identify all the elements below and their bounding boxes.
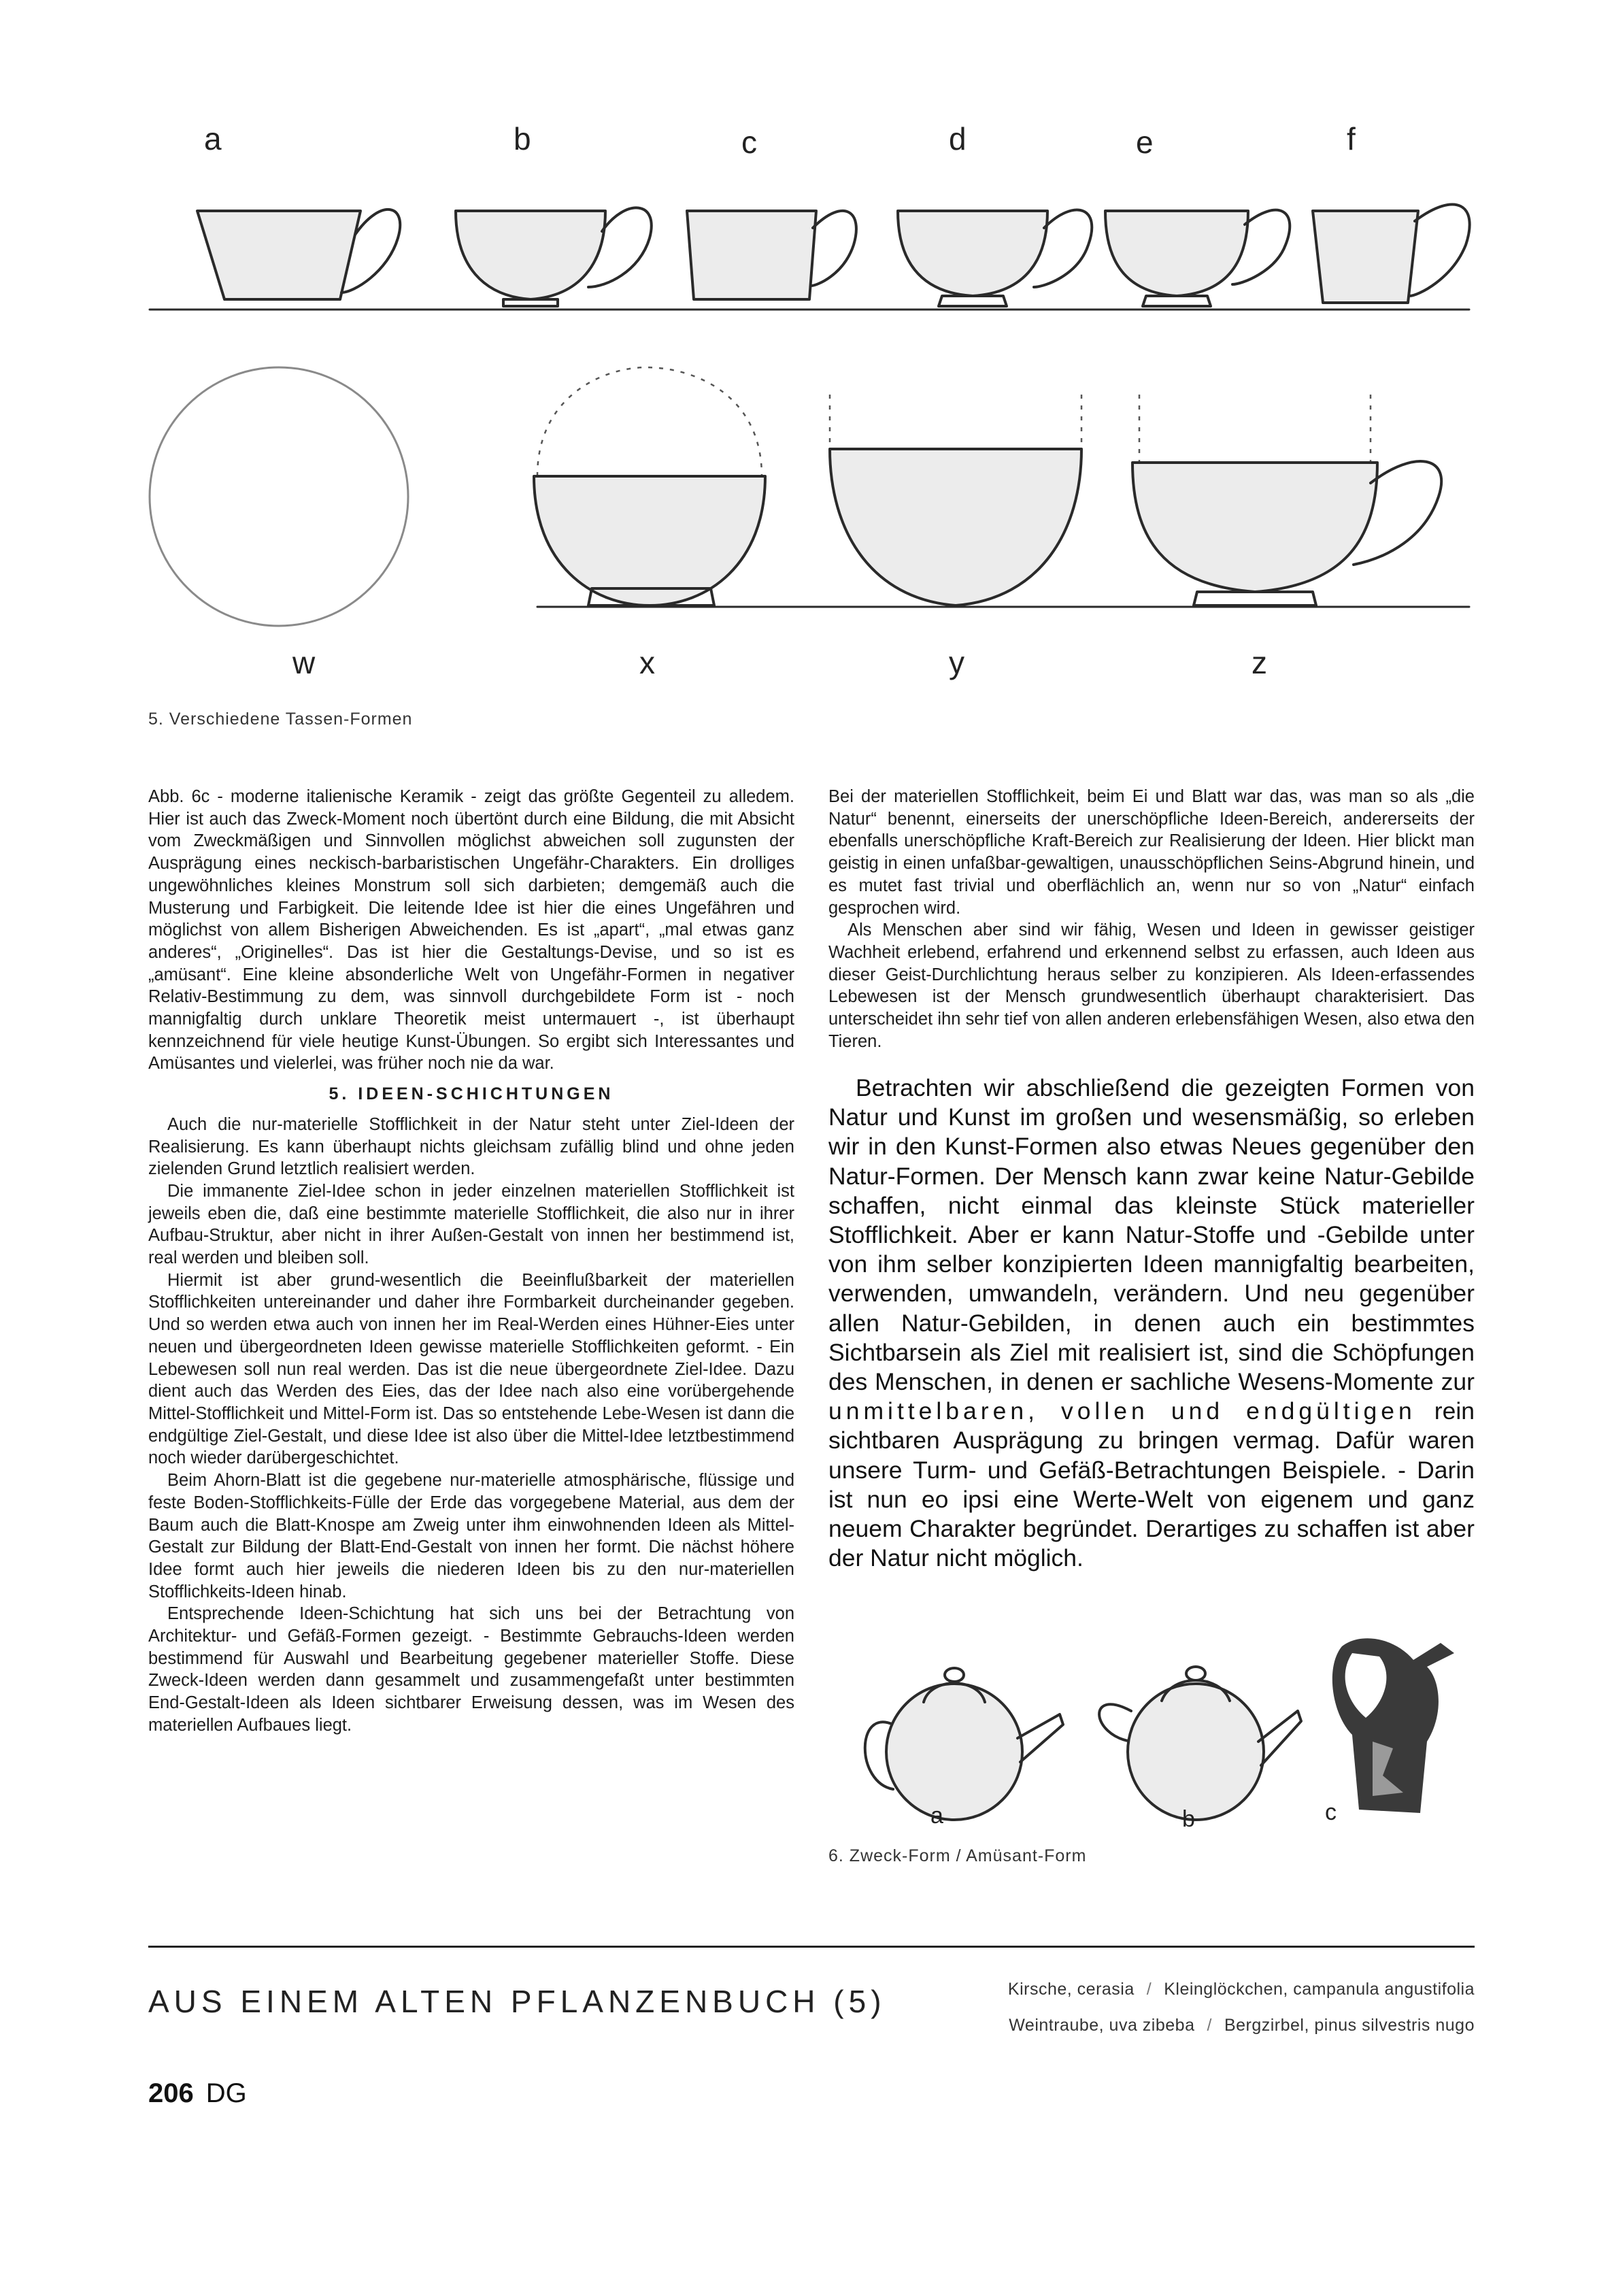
cup-label-c: c — [741, 124, 757, 160]
teapot-label-c: c — [1325, 1799, 1337, 1825]
plant-name: Kleinglöckchen, campanula angustifolia — [1164, 1980, 1475, 1999]
cup-d-drawing — [898, 210, 1092, 306]
paragraph: Beim Ahorn-Blatt ist die gegebene nur-materielle atmosphärische, flüssige und feste Boden-Stofflichkeits-Fülle der Erde das vorgegebene Material, aus dem der Baum auch die Blatt-Knospe am Zweig unter ihm einwohnenden Ideen als Mittel-Gestalt zur Bildung der Blatt-End-Gestalt von innen her formt. Die nächst höhere Idee formt auch hier jeweils die niederen Ideen bis zu den nur-materiellen Stofflichkeits-Ideen hinab. — [148, 1471, 794, 1601]
shape-w-sphere — [150, 367, 408, 626]
figure-5-caption: 5. Verschiedene Tassen-Formen — [148, 710, 413, 729]
closing-paragraph — [828, 1074, 1475, 1573]
cup-c-drawing — [687, 211, 856, 299]
plant-name: Bergzirbel, pinus silvestris nugo — [1224, 2016, 1475, 2035]
shape-label-y: y — [949, 645, 964, 680]
paragraph: Bei der materiellen Stofflichkeit, beim Ei und Blatt war das, was man so als „die Natur“ benennt, einerseits der unerschöpfliche Ideen-Bereich, andererseits der ebenfalls unerschöpfliche Kraft-Bereich zur Realisierung der Ideen. Hier blickt man geistig in einen unfaßbar-gewaltigen, unausschöpflichen Seins-Abgrund hinein, und es mutet fast trivial und oberflächlich an, wenn nur so von „Natur“ einfach gesprochen wird. — [828, 787, 1475, 918]
figure-5-cups-top — [136, 109, 1483, 320]
cup-f-drawing — [1313, 204, 1470, 303]
plant-list-line-2 — [1009, 2016, 1475, 2035]
cup-label-d: d — [949, 121, 967, 156]
teapot-label-a: a — [930, 1803, 943, 1829]
paragraph: Die immanente Ziel-Idee schon in jeder einzelnen materiellen Stofflichkeit ist jeweils eben die, daß eine bestimmte materielle Stofflichkeit, die also nur in ihrer Aufbau-Struktur, aber nicht in ihrer Außen-Gestalt von innen her bestimmend ist, real werden und bleiben soll. — [148, 1181, 794, 1268]
shape-x-half-sphere — [534, 367, 765, 605]
page-folio — [148, 2078, 247, 2109]
cup-label-b: b — [514, 121, 531, 156]
shape-y-bowl — [830, 395, 1081, 605]
teapot-b-drawing — [1099, 1667, 1301, 1820]
paragraph: Auch die nur-materielle Stofflichkeit in der Natur steht unter Ziel-Ideen der Realisierung. Es kann überhaupt nichts gleichsam zufällig blind und ohne jeden zielenden Grund letztlich realisiert werden. — [148, 1114, 794, 1179]
teapots-drawing — [828, 1626, 1481, 1830]
page-number: 206 — [148, 2078, 194, 2108]
closing-text-emphasis: unmittelbaren, vollen und endgültigen — [828, 1397, 1416, 1425]
teapot-a-drawing — [865, 1668, 1063, 1820]
plant-list-line-1 — [1008, 1980, 1475, 1999]
paragraph: Als Menschen aber sind wir fähig, Wesen und Ideen in gewisser geistiger Wachheit erlebend, erfahrend und erkennend selbst zu erfassen, auch Ideen aus dieser Geist-Durchlichtung heraus selber zu konzipieren. Als Ideen-erfassendes Lebewesen ist der Mensch grundwesentlich überhaupt charakterisiert. Das unterscheidet ihn sehr tief von allen anderen erlebensfähigen Wesen, also etwa den Tieren. — [828, 920, 1475, 1051]
series-title: AUS EINEM ALTEN PFLANZENBUCH (5) — [148, 1984, 886, 2019]
left-column — [148, 786, 794, 1737]
teapot-label-b: b — [1182, 1806, 1195, 1830]
figure-6-caption: 6. Zweck-Form / Amüsant-Form — [828, 1846, 1087, 1865]
paragraph: Hiermit ist aber grund-wesentlich die Beeinflußbarkeit der materiellen Stofflichkeiten untereinander und daher ihre Formbarkeit durcheinander gegeben. Und so werden etwa auch von innen her im Real-Werden eines Hühner-Eies unter neuen und übergeordneten Ideen gewisse materielle Stofflichkeiten geformt. - Ein Lebewesen soll nun real werden. Das ist die neue übergeordnete Ziel-Idee. Dazu dient auch das Werden des Eies, das der Idee nach also eine vorübergehende Mittel-Stofflichkeit und Mittel-Form ist. Das so entstehende Lebe-Wesen ist dann die endgültige Ziel-Gestalt, und diese Idee ist also über die Mittel-Idee letztbestimmend noch wieder darübergeschichtet. — [148, 1270, 794, 1468]
cup-e-drawing — [1105, 210, 1290, 306]
plant-separator: / — [1207, 2016, 1212, 2035]
plant-name: Weintraube, uva zibeba — [1009, 2016, 1195, 2035]
shape-z-cup — [1132, 395, 1441, 605]
figure-6-teapots — [828, 1626, 1481, 1830]
closing-text-part-1: Betrachten wir abschließend die gezeigten Formen von Natur und Kunst im großen und wesensmäßig, so erleben wir in den Kunst-Formen also etwas Neues gegenüber den Natur-Formen. Der Mensch kann zwar keine Natur-Gebilde schaffen, nicht einmal das kleinste Stück materieller Stofflichkeit. Aber er kann Natur-Stoffe und -Gebilde unter von ihm selber konzipierten Ideen mannigfaltig bearbeiten, verwenden, umwandeln, verändern. Und neu gegenüber allen Natur-Gebilden, in denen auch ein bestimmtes Sichtbarsein als Ziel mit realisiert ist, sind die Schöpfungen des Menschen, in denen er sachliche Wesens-Momente zur — [828, 1074, 1475, 1396]
journal-abbreviation: DG — [205, 2078, 247, 2108]
paragraph: Abb. 6c - moderne italienische Keramik - zeigt das größte Gegenteil zu alledem. Hier ist auch das Zweck-Moment noch übertönt durch eine Bildung, die mit Absicht vom Zweckmäßigen und Sinnvollen möglichst abweichen soll zugunsten der Ausprägung eines neckisch-barbaristischen Ungefähr-Charakters. Ein drolliges ungewöhnliches kleines Monstrum soll sich darbieten; demgemäß auch die Musterung und Farbigkeit. Die leitende Idee ist hier die eines Ungefähren und möglichst von allem Bisherigen Abweichenden. Es ist „apart“, „mal etwas ganz anderes“, „Originelles“. Das ist hier die Gestaltungs-Devise, und so ist es „amüsant“. Eine kleine absonderliche Welt von Ungefähr-Formen in negativer Relativ-Bestimmung zu dem, was sinnvoll durchgebildete Form ist - noch mannigfaltig durch unklare Theoretik meist untermauert -, ist überhaupt kennzeichnend für viele heutige Kunst-Übungen. So ergibt sich Interessantes und Amüsantes und vielerlei, was früher noch nie da war. — [148, 787, 794, 1074]
construction-drawing — [136, 354, 1483, 708]
shape-label-z: z — [1252, 645, 1267, 680]
figure-5-construction — [136, 354, 1483, 708]
cups-top-drawing — [136, 109, 1483, 320]
plant-name: Kirsche, cerasia — [1007, 1980, 1135, 1999]
cup-a-drawing — [197, 210, 400, 299]
cup-label-f: f — [1347, 121, 1356, 156]
paragraph: Entsprechende Ideen-Schichtung hat sich uns bei der Betrachtung von Architektur- und Gefäß-Formen gezeigt. - Bestimmte Gebrauchs-Ideen werden bestimmend für Auswahl und Bearbeitung gegebener materieller Stoffe. Diese Zweck-Ideen werden dann gesammelt und zusammengefaßt unter bestimmten End-Gestalt-Ideen als Ideen sichtbarer Erweisung dessen, was im Wesen des materiellen Aufbaues liegt. — [148, 1604, 794, 1735]
closing-text-part-2: rein sichtbaren Ausprägung zu bringen vermag. Dafür waren unsere Turm- und Gefäß-Betrachtungen Beispiele. - Darin ist nun eo ipsi eine Werte-Welt von eigenem und ganz neuem Charakter begründet. Derartiges zu schaffen ist aber der Natur nicht möglich. — [828, 1397, 1475, 1572]
section-heading: 5. IDEEN-SCHICHTUNGEN — [329, 1084, 614, 1104]
cup-label-a: a — [204, 121, 222, 156]
shape-label-w: w — [292, 645, 316, 680]
cup-b-drawing — [456, 207, 652, 306]
teapot-c-drawing — [1332, 1638, 1454, 1813]
right-column — [828, 786, 1475, 1052]
plant-separator: / — [1146, 1980, 1152, 1999]
shape-label-x: x — [639, 645, 655, 680]
cup-label-e: e — [1136, 124, 1154, 160]
footer-divider — [148, 1946, 1475, 1948]
